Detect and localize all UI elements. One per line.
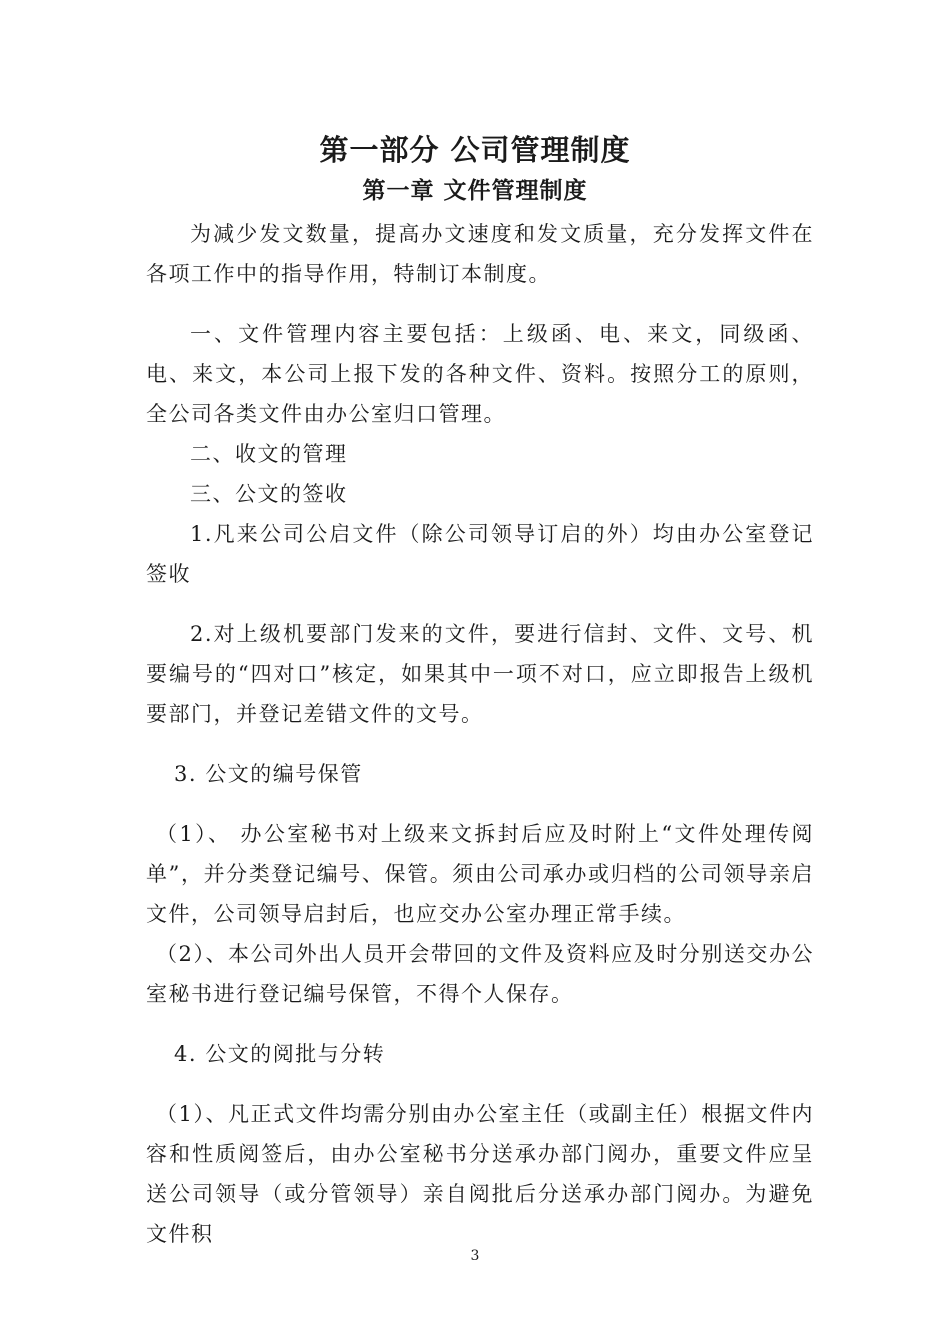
paragraph-section-3: 三、公文的签收 [190, 482, 348, 506]
paragraph-item-4-1: （1）、凡正式文件均需分别由办公室主任（或副主任）根据文件内容和性质阅签后，由办公室秘书分送承办部门阅办，重要文件应呈送公司领导（或分管领导）亲自阅批后分送承办部门阅办。为避免文件积 [146, 1102, 814, 1246]
paragraph-section-1: 一、文件管理内容主要包括：上级函、电、来文，同级函、电、来文，本公司上报下发的各种文件、资料。按照分工的原则，全公司各类文件由办公室归口管理。 [146, 322, 814, 426]
paragraph-section-2: 二、收文的管理 [190, 442, 348, 466]
page-number: 3 [470, 1248, 480, 1264]
paragraph-item-4: 4. 公文的阅批与分转 [174, 1042, 386, 1066]
paragraph-intro: 为减少发文数量，提高办文速度和发文质量，充分发挥文件在各项工作中的指导作用，特制订本制度。 [146, 222, 814, 286]
paragraph-item-3: 3. 公文的编号保管 [174, 762, 363, 786]
paragraph-item-3-1: （1）、 办公室秘书对上级来文拆封后应及时附上“文件处理传阅单”，并分类登记编号、保管。须由公司承办或归档的公司领导亲启文件，公司领导启封后，也应交办公室办理正常手续。 [146, 822, 814, 926]
paragraph-item-3-2: （2）、本公司外出人员开会带回的文件及资料应及时分别送交办公室秘书进行登记编号保管，不得个人保存。 [146, 942, 814, 1006]
paragraph-item-2: 2.对上级机要部门发来的文件，要进行信封、文件、文号、机要编号的“四对口”核定，如果其中一项不对口，应立即报告上级机要部门，并登记差错文件的文号。 [146, 622, 814, 726]
paragraph-item-1: 1.凡来公司公启文件（除公司领导订启的外）均由办公室登记签收 [146, 522, 814, 586]
document-title: 第一部分 公司管理制度 [319, 133, 631, 167]
document-body [146, 214, 814, 1254]
chapter-title: 第一章 文件管理制度 [362, 178, 588, 204]
